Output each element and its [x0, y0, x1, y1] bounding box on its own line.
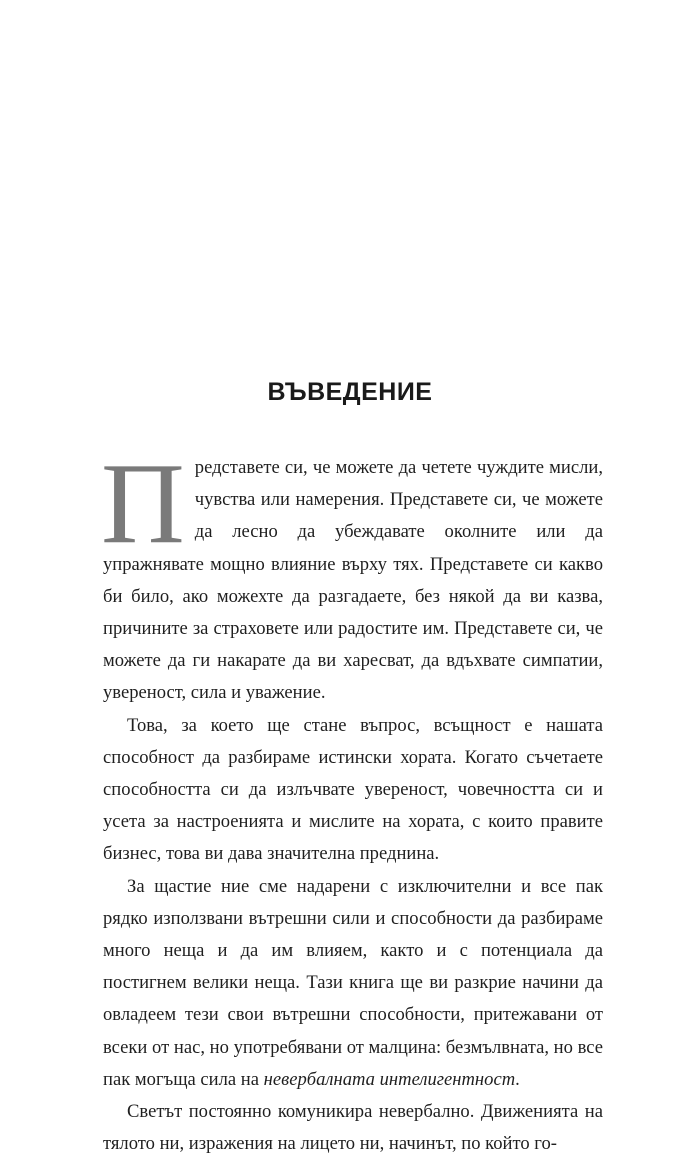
paragraph-1-text: редставете си, че можете да четете чуждите мисли, чувства или намерения. Представете си, че можете да лесно да убеждавате околните или да упражнявате мощно влияние върху тях. Представете си какво би било, ако можехте да разгадаете, без някой да ви казва, причините за страховете или радостите им. Представете си, че можете да ги накарате да ви харесват, да вдъхвате симпатии, увереност, сила и уважение.: [103, 457, 603, 704]
paragraph-3-text: За щастие ние сме надарени с изключителни и все пак рядко използвани вътрешни сили и способности да разбираме много неща и да им влияем, както и с потенциала да постигнем велики неща. Тази книга ще ви разкрие начини да овладеем тези свои вътрешни способности, притежавани от всеки от нас, но употребявани от малцина: безмълвната, но все пак могъща сила на: [103, 875, 603, 1090]
emphasis-term: невербалната интелигентност: [263, 1068, 516, 1090]
paragraph-2: Това, за което ще стане въпрос, всъщност е нашата способност да разбираме истински хората. Когато съчетаете способността си да излъчвате увереност, човечността си и усета за настроенията и мислите на хората, с които правите бизнес, това ви дава значителна преднина.: [103, 714, 603, 865]
paragraph-3-punct: .: [515, 1068, 520, 1090]
paragraph-3: [103, 871, 603, 1096]
body-text: [101, 440, 603, 1160]
chapter-heading: ВЪВЕДЕНИЕ: [267, 378, 433, 406]
paragraph-4: Светът постоянно комуникира невербално. Движенията на тялото ни, изражения на лицето ни, начинът, по който го-: [103, 1101, 603, 1155]
drop-cap-letter: П: [101, 440, 185, 568]
paragraph-1: [101, 440, 603, 710]
